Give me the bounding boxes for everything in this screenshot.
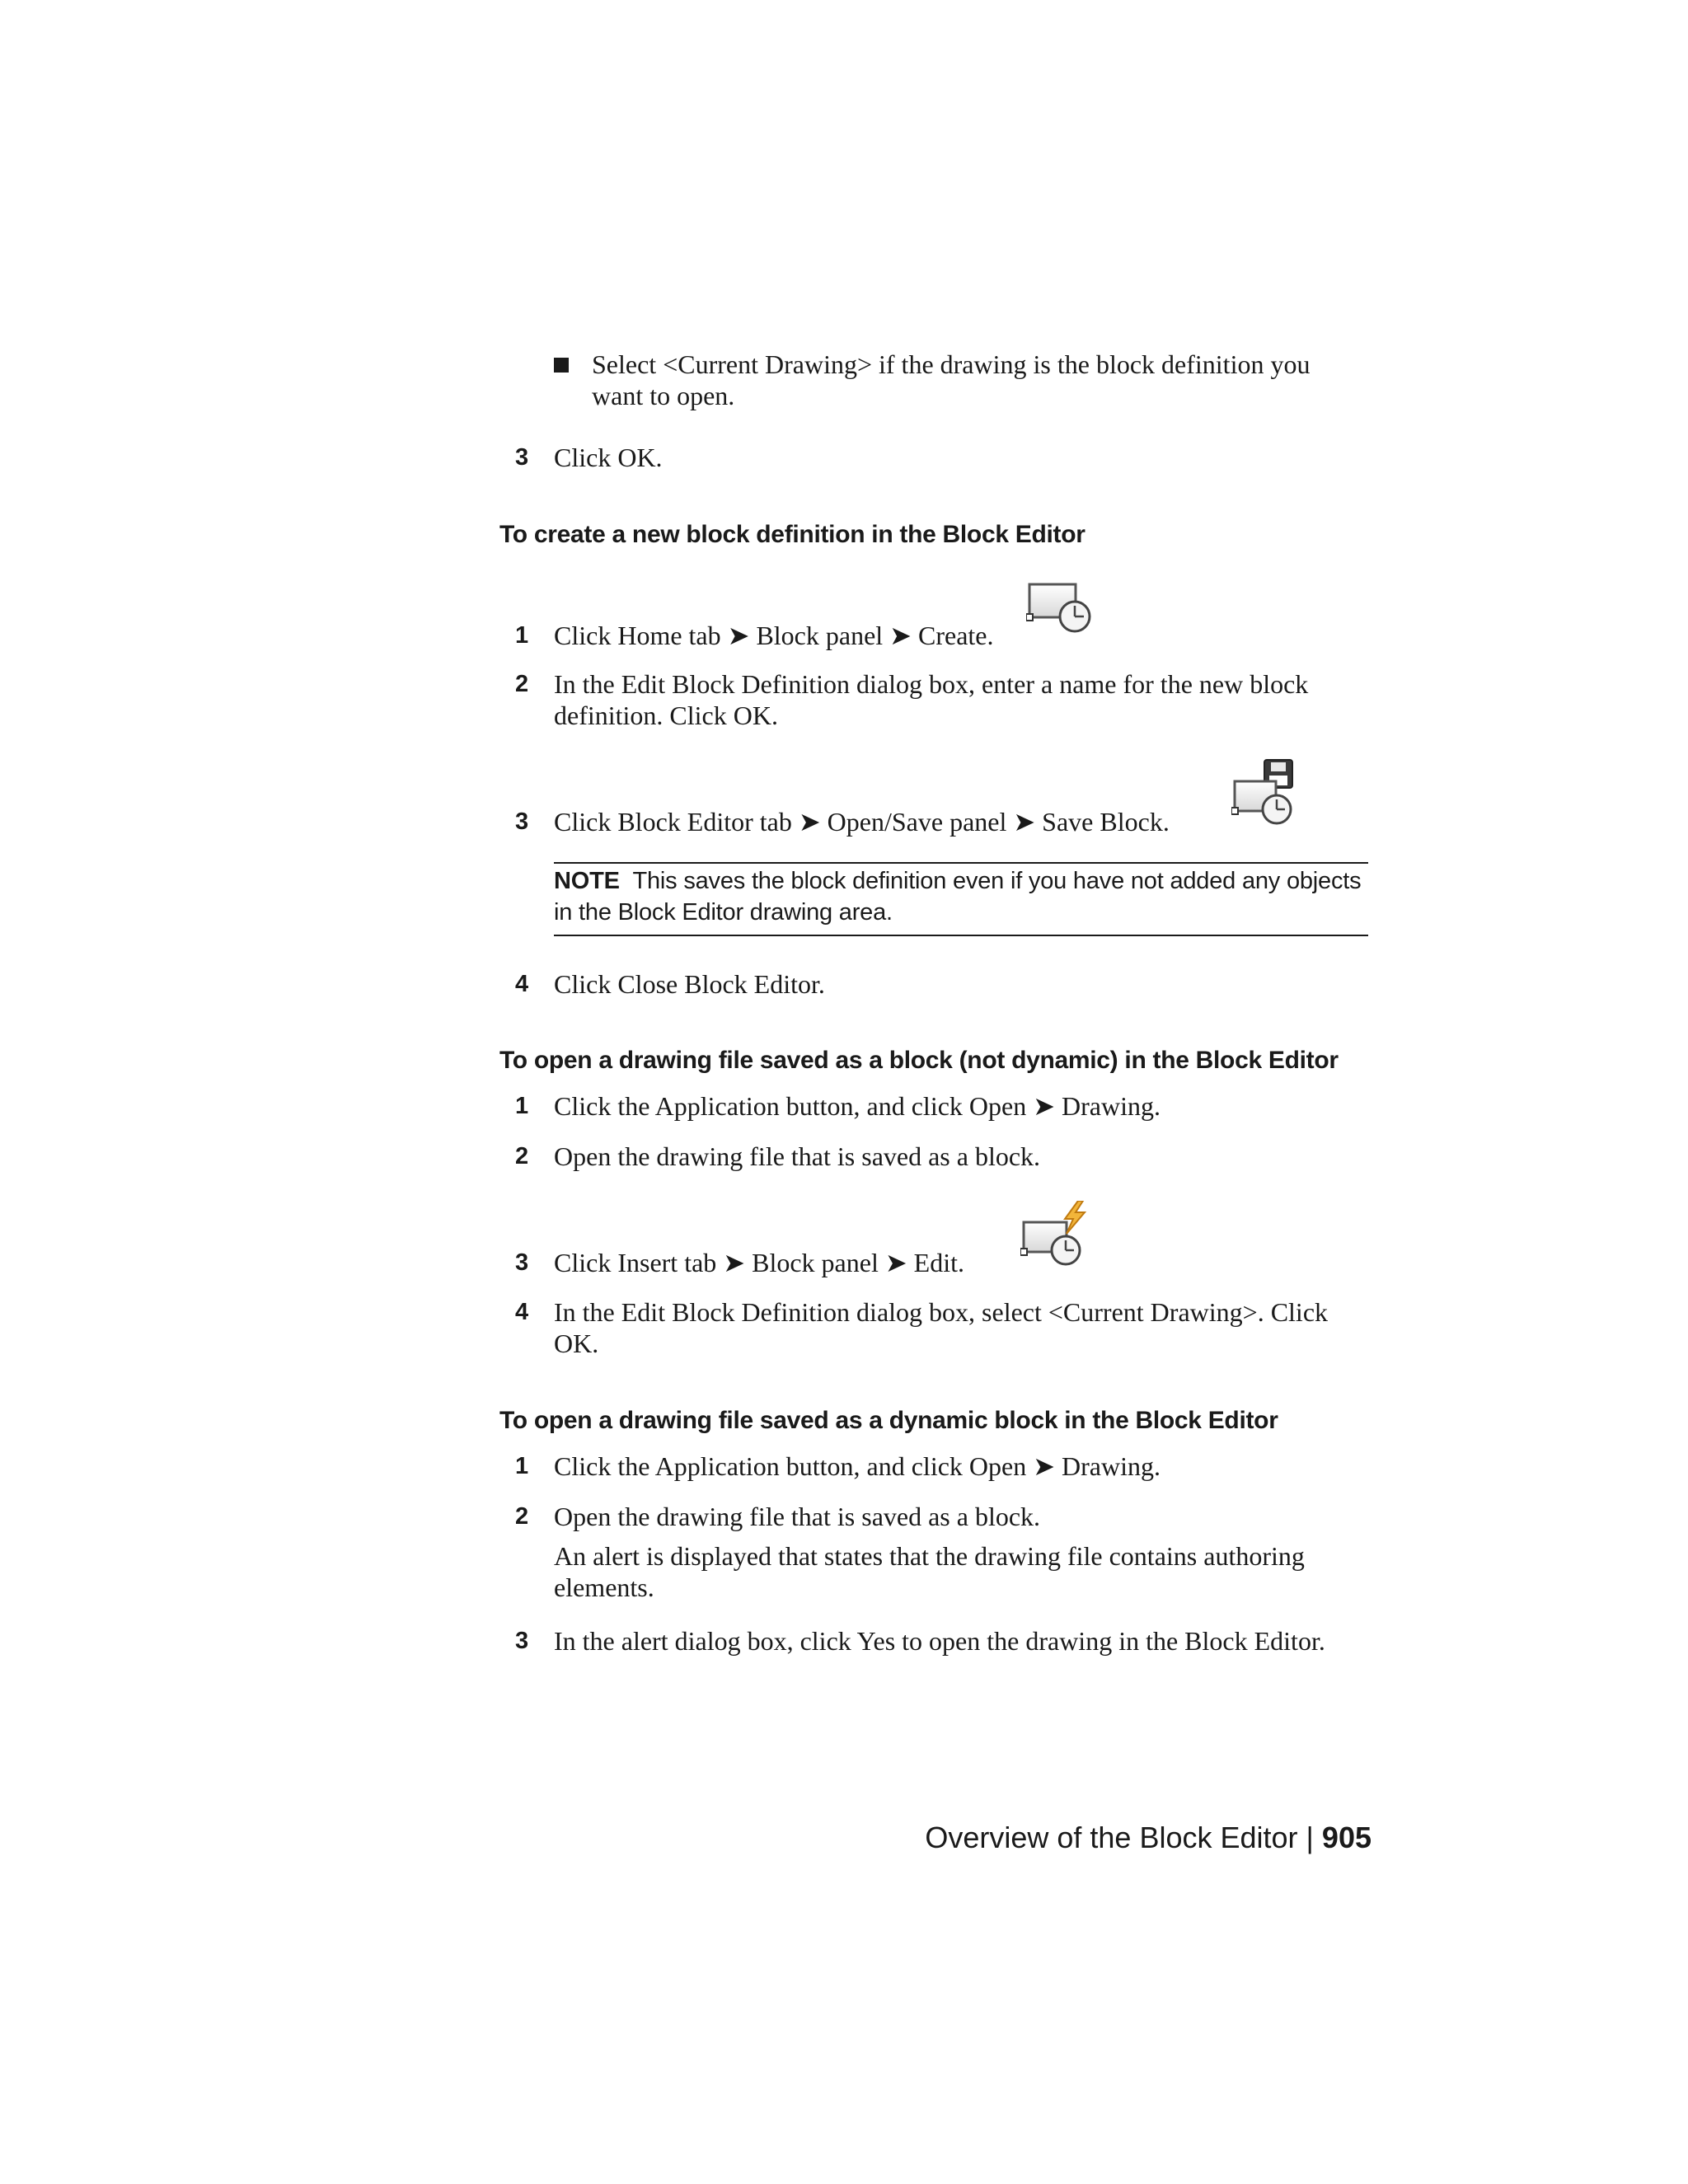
step-text-line2: OK. <box>554 1329 599 1358</box>
step-number: 1 <box>515 1453 529 1479</box>
step-text: Click OK. <box>554 443 663 472</box>
page-number: 905 <box>1321 1821 1372 1854</box>
note-label: NOTE <box>554 868 620 894</box>
step-number: 2 <box>515 1143 529 1169</box>
note-rule-top <box>554 862 1368 864</box>
step-number: 3 <box>515 1249 529 1276</box>
section-heading-create: To create a new block definition in the Block Editor <box>499 521 1085 548</box>
step-number: 2 <box>515 1503 529 1530</box>
section-heading-open-static: To open a drawing file saved as a block (not dynamic) in the Block Editor <box>499 1047 1339 1074</box>
footer-separator: | <box>1306 1821 1314 1854</box>
note-rule-bottom <box>554 935 1368 936</box>
save-block-icon <box>1231 758 1301 827</box>
step-text: Click Insert tab ➤ Block panel ➤ Edit. <box>554 1248 964 1277</box>
section-heading-open-dynamic: To open a drawing file saved as a dynamic block in the Block Editor <box>499 1407 1278 1434</box>
step-text: Click the Application button, and click Open ➤ Drawing. <box>554 1451 1160 1481</box>
step-text-line1: In the Edit Block Definition dialog box, enter a name for the new block <box>554 669 1309 699</box>
footer-title: Overview of the Block Editor <box>925 1821 1298 1854</box>
step-number: 3 <box>515 1628 529 1654</box>
step-text: Click the Application button, and click Open ➤ Drawing. <box>554 1091 1160 1121</box>
step-text: Click Close Block Editor. <box>554 969 825 999</box>
step-text-line2: definition. Click OK. <box>554 701 778 730</box>
step-number: 3 <box>515 808 529 835</box>
note-text-line2: in the Block Editor drawing area. <box>554 899 893 926</box>
step-text: Click Home tab ➤ Block panel ➤ Create. <box>554 621 994 650</box>
edit-block-icon <box>1020 1201 1090 1270</box>
note-text-line1: This saves the block definition even if you have not added any objects <box>632 868 1362 894</box>
bullet-text-line2: want to open. <box>592 381 735 410</box>
step-number: 4 <box>515 971 529 997</box>
step-text-line1: In the Edit Block Definition dialog box, select <Current Drawing>. Click <box>554 1297 1329 1327</box>
step-number: 3 <box>515 444 529 471</box>
step-text: In the alert dialog box, click Yes to open the drawing in the Block Editor. <box>554 1626 1325 1656</box>
step-subtext-line2: elements. <box>554 1572 654 1602</box>
step-text: Open the drawing file that is saved as a block. <box>554 1502 1041 1531</box>
step-number: 1 <box>515 622 529 649</box>
step-number: 4 <box>515 1299 529 1325</box>
step-number: 2 <box>515 671 529 697</box>
bullet-text-line1: Select <Current Drawing> if the drawing is the block definition you <box>592 349 1311 379</box>
step-text: Open the drawing file that is saved as a block. <box>554 1141 1041 1171</box>
page-footer <box>925 1820 1372 1856</box>
create-block-icon <box>1026 581 1095 635</box>
step-text: Click Block Editor tab ➤ Open/Save panel ➤ Save Block. <box>554 807 1170 837</box>
step-subtext-line1: An alert is displayed that states that the drawing file contains authoring <box>554 1541 1305 1571</box>
bullet-square <box>554 358 569 373</box>
step-number: 1 <box>515 1093 529 1119</box>
note-line1 <box>554 865 1378 897</box>
